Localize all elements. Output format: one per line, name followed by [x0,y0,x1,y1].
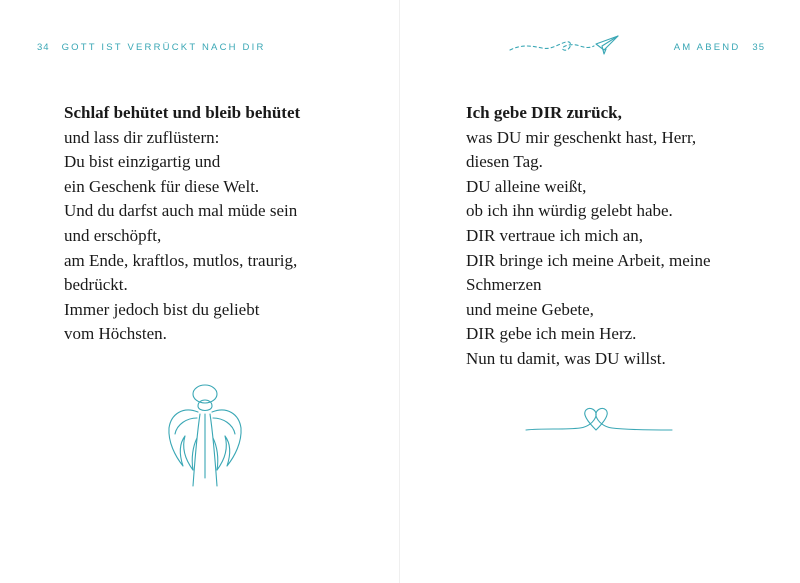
poem-line: und lass dir zuflüstern: [64,127,220,147]
angel-line-icon [165,378,245,490]
poem-line: diesen Tag. [466,152,543,172]
right-page [400,0,800,583]
poem-line: was DU mir geschenkt hast, Herr, [466,127,697,147]
right-running-head-title: AM ABEND [673,42,741,53]
poem-line: vom Höchsten. [64,324,167,344]
right-running-head [674,42,765,53]
left-poem-title: Schlaf behütet und bleib behütet [64,103,301,122]
poem-line: am Ende, kraftlos, mutlos, traurig, [64,250,298,270]
poem-line: Immer jedoch bist du geliebt [64,299,260,319]
poem-line: und meine Gebete, [466,299,594,319]
poem-line: Nun tu damit, was DU willst. [466,348,666,368]
heart-line-icon [524,400,674,440]
right-poem [466,101,786,372]
poem-line: DIR gebe ich mein Herz. [466,324,637,344]
poem-line: DIR bringe ich meine Arbeit, meine [466,250,711,270]
poem-line: ein Geschenk für diese Welt. [64,176,260,196]
poem-line: DU alleine weißt, [466,176,587,196]
left-poem [64,101,384,347]
paper-plane-icon [508,30,620,58]
poem-line: Du bist einzigartig und [64,152,221,172]
poem-line: DIR vertraue ich mich an, [466,225,644,245]
poem-line: bedrückt. [64,275,128,295]
left-page-number: 34 [37,42,50,53]
right-poem-title: Ich gebe DIR zurück, [466,103,622,122]
poem-line: ob ich ihn würdig gelebt habe. [466,201,673,221]
poem-line: Schmerzen [466,275,542,295]
left-running-head [37,42,266,53]
poem-line: und erschöpft, [64,225,162,245]
right-page-number: 35 [752,42,765,53]
poem-line: Und du darfst auch mal müde sein [64,201,298,221]
left-running-head-title: GOTT IST VERRÜCKT NACH DIR [61,42,266,53]
